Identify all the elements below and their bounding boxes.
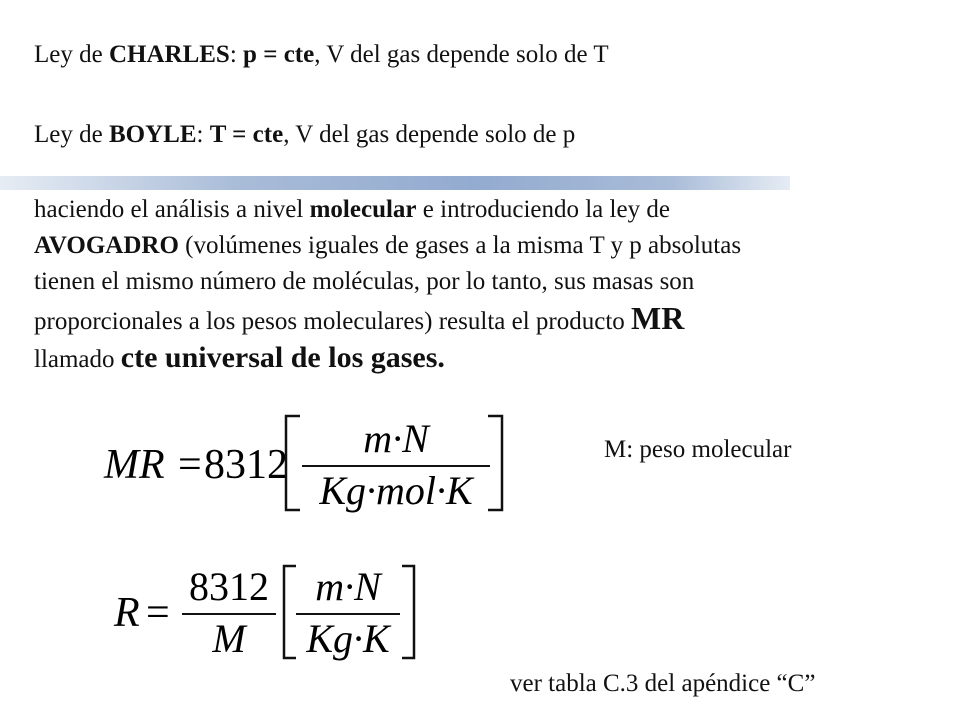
paragraph-text: e introduciendo la ley de [416, 196, 670, 223]
section-divider [0, 176, 790, 190]
paragraph-line-4 [34, 300, 852, 340]
appendix-reference: ver tabla C.3 del apéndice “C” [510, 670, 816, 697]
avogadro-paragraph [34, 192, 852, 378]
formula-mr-numerator: m·N [363, 416, 429, 461]
charles-rest: , V del gas depende solo de T [314, 41, 609, 68]
paragraph-text: haciendo el análisis a nivel [34, 196, 310, 223]
paragraph-line-3 [34, 264, 852, 300]
formula-r-denominator: M [212, 616, 246, 661]
formula-mr [100, 408, 520, 523]
universal-constant-label: cte universal de los gases. [120, 341, 445, 374]
left-bracket [286, 416, 300, 510]
paragraph-line-2 [34, 228, 852, 264]
charles-colon: : [229, 41, 244, 68]
formula-r-lhs: R [114, 590, 140, 636]
boyle-colon: : [196, 121, 210, 148]
charles-law-line [34, 40, 609, 70]
paragraph-text: llamado [34, 346, 121, 373]
right-bracket [402, 566, 414, 658]
formula-r-numerator: 8312 [189, 564, 269, 609]
charles-name: CHARLES [108, 41, 230, 68]
formula-mr-lhs: MR [104, 442, 165, 488]
paragraph-line-1 [34, 192, 852, 228]
formula-mr-equals: = [178, 442, 202, 488]
formula-r [110, 556, 420, 671]
boyle-rest: , V del gas depende solo de p [283, 121, 576, 148]
boyle-prefix: Ley de [34, 121, 109, 148]
formula-r-unit-denominator: Kg·K [306, 616, 390, 661]
paragraph-text: tienen el mismo número de moléculas, por lo tanto, sus masas son [34, 268, 695, 295]
formula-r-unit-numerator: m·N [315, 564, 381, 609]
boyle-name: BOYLE [108, 121, 197, 148]
paragraph-line-5 [34, 340, 852, 378]
paragraph-text: (volúmenes iguales de gases a la misma T y p absolutas [178, 232, 742, 259]
molecular-weight-note: M: peso molecular [604, 436, 792, 463]
mr-product: MR [631, 300, 685, 336]
formula-r-equals: = [146, 590, 170, 636]
avogadro-keyword: AVOGADRO [34, 232, 179, 259]
charles-prefix: Ley de [34, 41, 109, 68]
formula-mr-denominator: Kg·mol·K [319, 468, 473, 513]
formula-mr-constant: 8312 [204, 442, 288, 488]
left-bracket [284, 566, 296, 658]
molecular-keyword: molecular [309, 196, 417, 223]
boyle-condition: T = cte [209, 121, 284, 148]
charles-condition: p = cte [243, 41, 315, 68]
boyle-law-line [34, 120, 575, 150]
right-bracket [488, 416, 502, 510]
paragraph-text: proporcionales a los pesos moleculares) resulta el producto [34, 308, 632, 335]
